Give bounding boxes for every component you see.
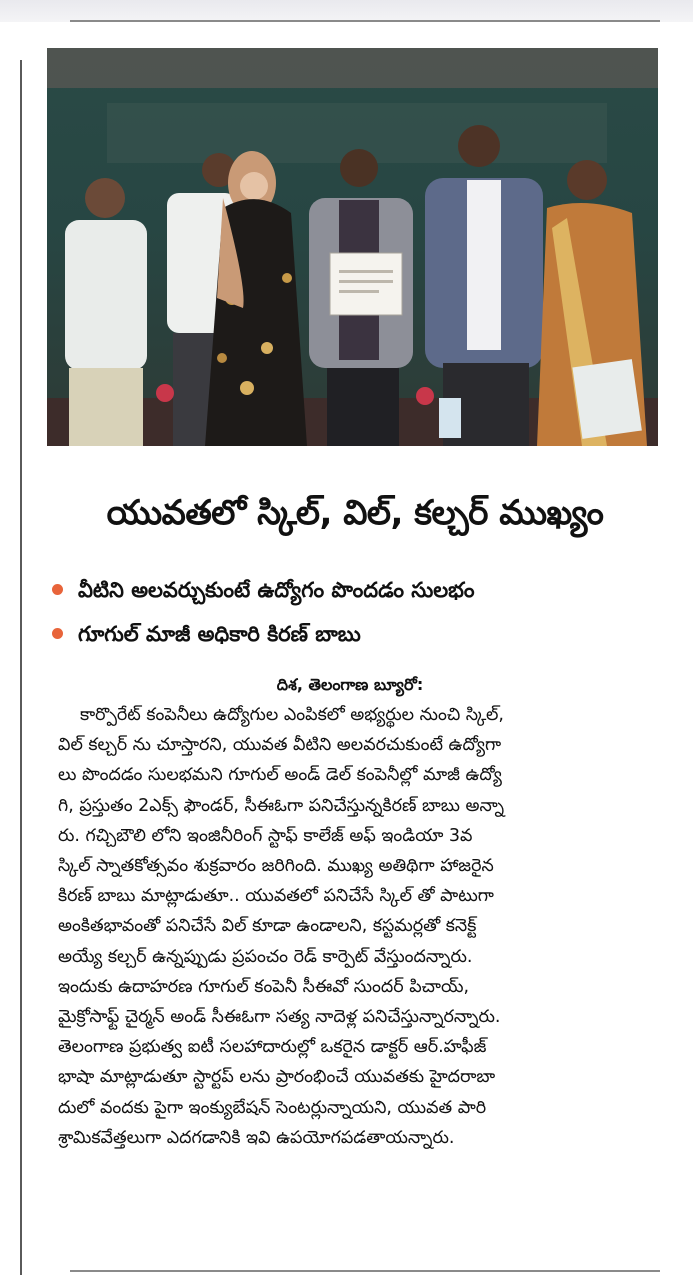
article-line: మైక్రోసాఫ్ట్ చైర్మన్ అండ్ సీఈఓగా సత్య నాదెళ్ల పనిచేస్తున్నారన్నారు. — [58, 1007, 501, 1028]
article-line: శ్రామికవేత్తలుగా ఎదగడానికి ఇవి ఉపయోగపడతాయన్నారు. — [58, 1127, 455, 1148]
article-body — [58, 700, 660, 1153]
article-line: అంకితభావంతో పనిచేసే విల్ కూడా ఉండాలని, కస్టమర్లతో కనెక్ట్ — [58, 916, 477, 937]
side-column-rule — [20, 60, 22, 1275]
article-line: ఇందుకు ఉదాహరణ గూగుల్ కంపెనీ సీఈవో సుందర్ పిచాయ్, — [58, 976, 470, 997]
certificate — [330, 253, 402, 315]
article-photo — [47, 48, 658, 446]
ceremony-photo-illustration — [47, 48, 658, 446]
top-rule — [70, 20, 660, 22]
headline: యువతలో స్కిల్, విల్, కల్చర్ ముఖ్యం — [106, 493, 604, 533]
article-line: కార్పొరేట్ కంపెనీలు ఉద్యోగుల ఎంపికలో అభ్యర్థుల నుంచి స్కిల్, — [80, 705, 504, 725]
bullet-text: గూగుల్ మాజీ అధికారి కిరణ్ బాబు — [78, 622, 361, 646]
article-line: దులో వందకు పైగా ఇంక్యుబేషన్ సెంటర్లున్నాయని, యువత పారి — [58, 1097, 487, 1118]
dateline: దిశ, తెలంగాణ బ్యూరో: — [276, 675, 424, 694]
bullet-item — [52, 612, 652, 656]
article-line: కిరణ్ బాబు మాట్లాడుతూ.. యువతలో పనిచేసే స్కిల్ తో పాటుగా — [58, 886, 494, 907]
article-line: భాషా మాట్లాడుతూ స్టార్టప్ లను ప్రారంభించే యువతకు హైదరాబా — [58, 1067, 496, 1088]
bullet-item — [52, 568, 652, 612]
article-line: విల్ కల్చర్ ను చూస్తారని, యువత వీటిని అలవరచుకుంటే ఉద్యోగా — [58, 735, 502, 756]
bullet-dot-icon — [52, 628, 63, 639]
article-line: రు. గచ్చిబౌలి లోని ఇంజినీరింగ్ స్టాఫ్ కాలేజ్ అఫ్ ఇండియా 3వ — [58, 825, 473, 846]
article-line: అయ్యే కల్చర్ ఉన్నప్పుడు ప్రపంచం రెడ్ కార్పెట్ వేస్తుందన్నారు. — [58, 946, 473, 967]
article-line: లు పొందడం సులభమని గూగుల్ అండ్ డెల్ కంపెనీల్లో మాజీ ఉద్యో — [58, 765, 502, 786]
top-band — [0, 0, 693, 22]
article-line: తెలంగాణ ప్రభుత్వ ఐటీ సలహాదారుల్లో ఒకరైన డాక్టర్ ఆర్.హఫీజ్ — [58, 1037, 487, 1058]
article-line: స్కిల్ స్నాతకోత్సవం శుక్రవారం జరిగింది. ముఖ్య అతిథిగా హాజరైన — [58, 856, 494, 877]
bullet-text: వీటిని అలవర్చుకుంటే ఉద్యోగం పొందడం సులభం — [78, 578, 475, 602]
bottom-rule — [70, 1270, 660, 1272]
bullet-dot-icon — [52, 584, 63, 595]
subheadline-bullets — [52, 568, 652, 656]
article-line: గి, ప్రస్తుతం 2ఎక్స్ ఫౌండర్, సీఈఓగా పనిచేస్తున్నకిరణ్ బాబు అన్నా — [58, 795, 505, 816]
